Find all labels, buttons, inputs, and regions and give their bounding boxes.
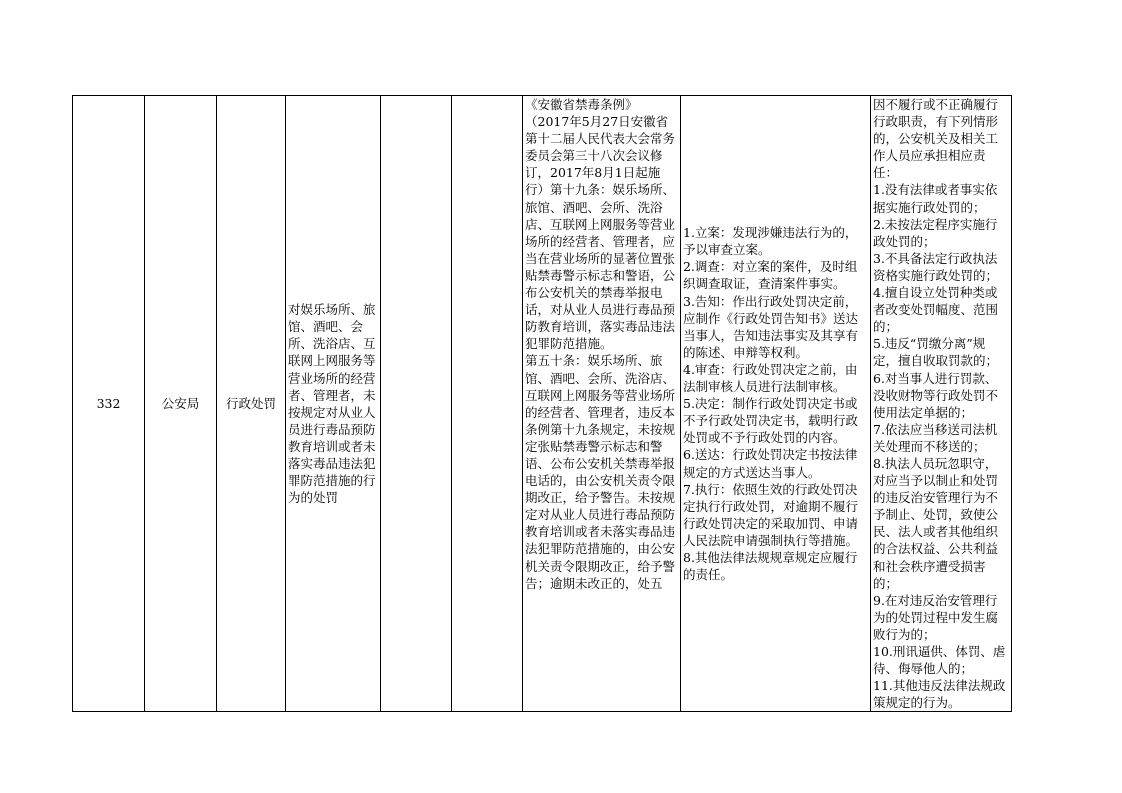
row-number-cell xyxy=(73,96,145,712)
department-cell xyxy=(145,96,217,712)
accountability-provisions: 因不履行或不正确履行行政职责，有下列情形的，公安机关及相关工作人员应承担相应责任： 1.没有法律或者事实依据实施行政处罚的； 2.未按法定程序实施行政处罚的； 3.不具备法定行政执法资格实施行政处罚的； 4.擅自设立处罚种类或者改变处罚幅度、范围的； 5.违反“罚缴分离”规定，擅自收取罚款的； 6.对当事人进行罚款、没收财物等行政处罚不使用法定单据的； 7.依法应当移送司法机关处理而不移送的； 8.执法人员玩忽职守，对应当予以制止和处罚的违反治安管理行为不予制止、处罚，致使公民、法人或者其他组织的合法权益、公共利益和社会秩序遭受损害的； 9.在对违反治安管理行为的处罚过程中发生腐败行为的； 10.刑讯逼供、体罚、虐待、侮辱他人的； 11.其他违反法律法规政策规定的行为。 xyxy=(873,97,1006,711)
row-number: 332 xyxy=(96,396,121,412)
responsibility-procedure: 1.立案：发现涉嫌违法行为的，予以审查立案。 2.调查：对立案的案件，及时组织调查取证，查清案件事实。 3.告知：作出行政处罚决定前，应制作《行政处罚告知书》送达当事人，告知违法事实及其享有的陈述、申辩等权利。 4.审查：行政处罚决定之前，由法制审核人员进行法制审核。 5.决定：制作行政处罚决定书或不予行政处罚决定书，载明行政处罚或不予行政处罚的内容。 6.送达：行政处罚决定书按法律规定的方式送达当事人。 7.执行：依照生效的行政处罚决定执行行政处罚，对逾期不履行行政处罚决定的采取加罚、申请人民法院申请强制执行等措施。 8.其他法律法规规章规定应履行的责任。 xyxy=(683,225,859,583)
sub-item-cell xyxy=(381,96,452,712)
power-matter: 对娱乐场所、旅馆、酒吧、会所、洗浴店、互联网上网服务等营业场所的经营者、管理者，未按规定对从业人员进行毒品预防教育培训或者未落实毒品违法犯罪防范措施的行为的处罚 xyxy=(288,302,376,506)
matter-cell xyxy=(286,96,381,712)
responsibility-cell xyxy=(871,96,1012,712)
legal-basis-cell xyxy=(523,96,681,712)
procedure-cell xyxy=(681,96,871,712)
department: 公安局 xyxy=(161,396,200,412)
power-category: 行政处罚 xyxy=(225,396,276,412)
code-cell xyxy=(452,96,523,712)
table-row xyxy=(73,96,1012,712)
legal-basis: 《安徽省禁毒条例》 （2017年5月27日安徽省第十二届人民代表大会常务委员会第三十八次会议修订，2017年8月1日起施行）第十九条：娱乐场所、旅馆、酒吧、会所、洗浴店、互联网上网服务等营业场所的经营者、管理者，应当在营业场所的显著位置张贴禁毒警示标志和警语，公布公安机关的禁毒举报电话，对从业人员进行毒品预防教育培训，落实毒品违法犯罪防范措施。 第五十条：娱乐场所、旅馆、酒吧、会所、洗浴店、互联网上网服务等营业场所的经营者、管理者，违反本条例第十九条规定，未按规定张贴禁毒警示标志和警语、公布公安机关禁毒举报电话的，由公安机关责令限期改正，给予警告。未按规定对从业人员进行毒品预防教育培训或者未落实毒品违法犯罪防范措施的，由公安机关责令限期改正，给予警告；逾期未改正的，处五 xyxy=(525,97,676,591)
category-cell xyxy=(217,96,286,712)
power-list-table xyxy=(72,95,1012,712)
